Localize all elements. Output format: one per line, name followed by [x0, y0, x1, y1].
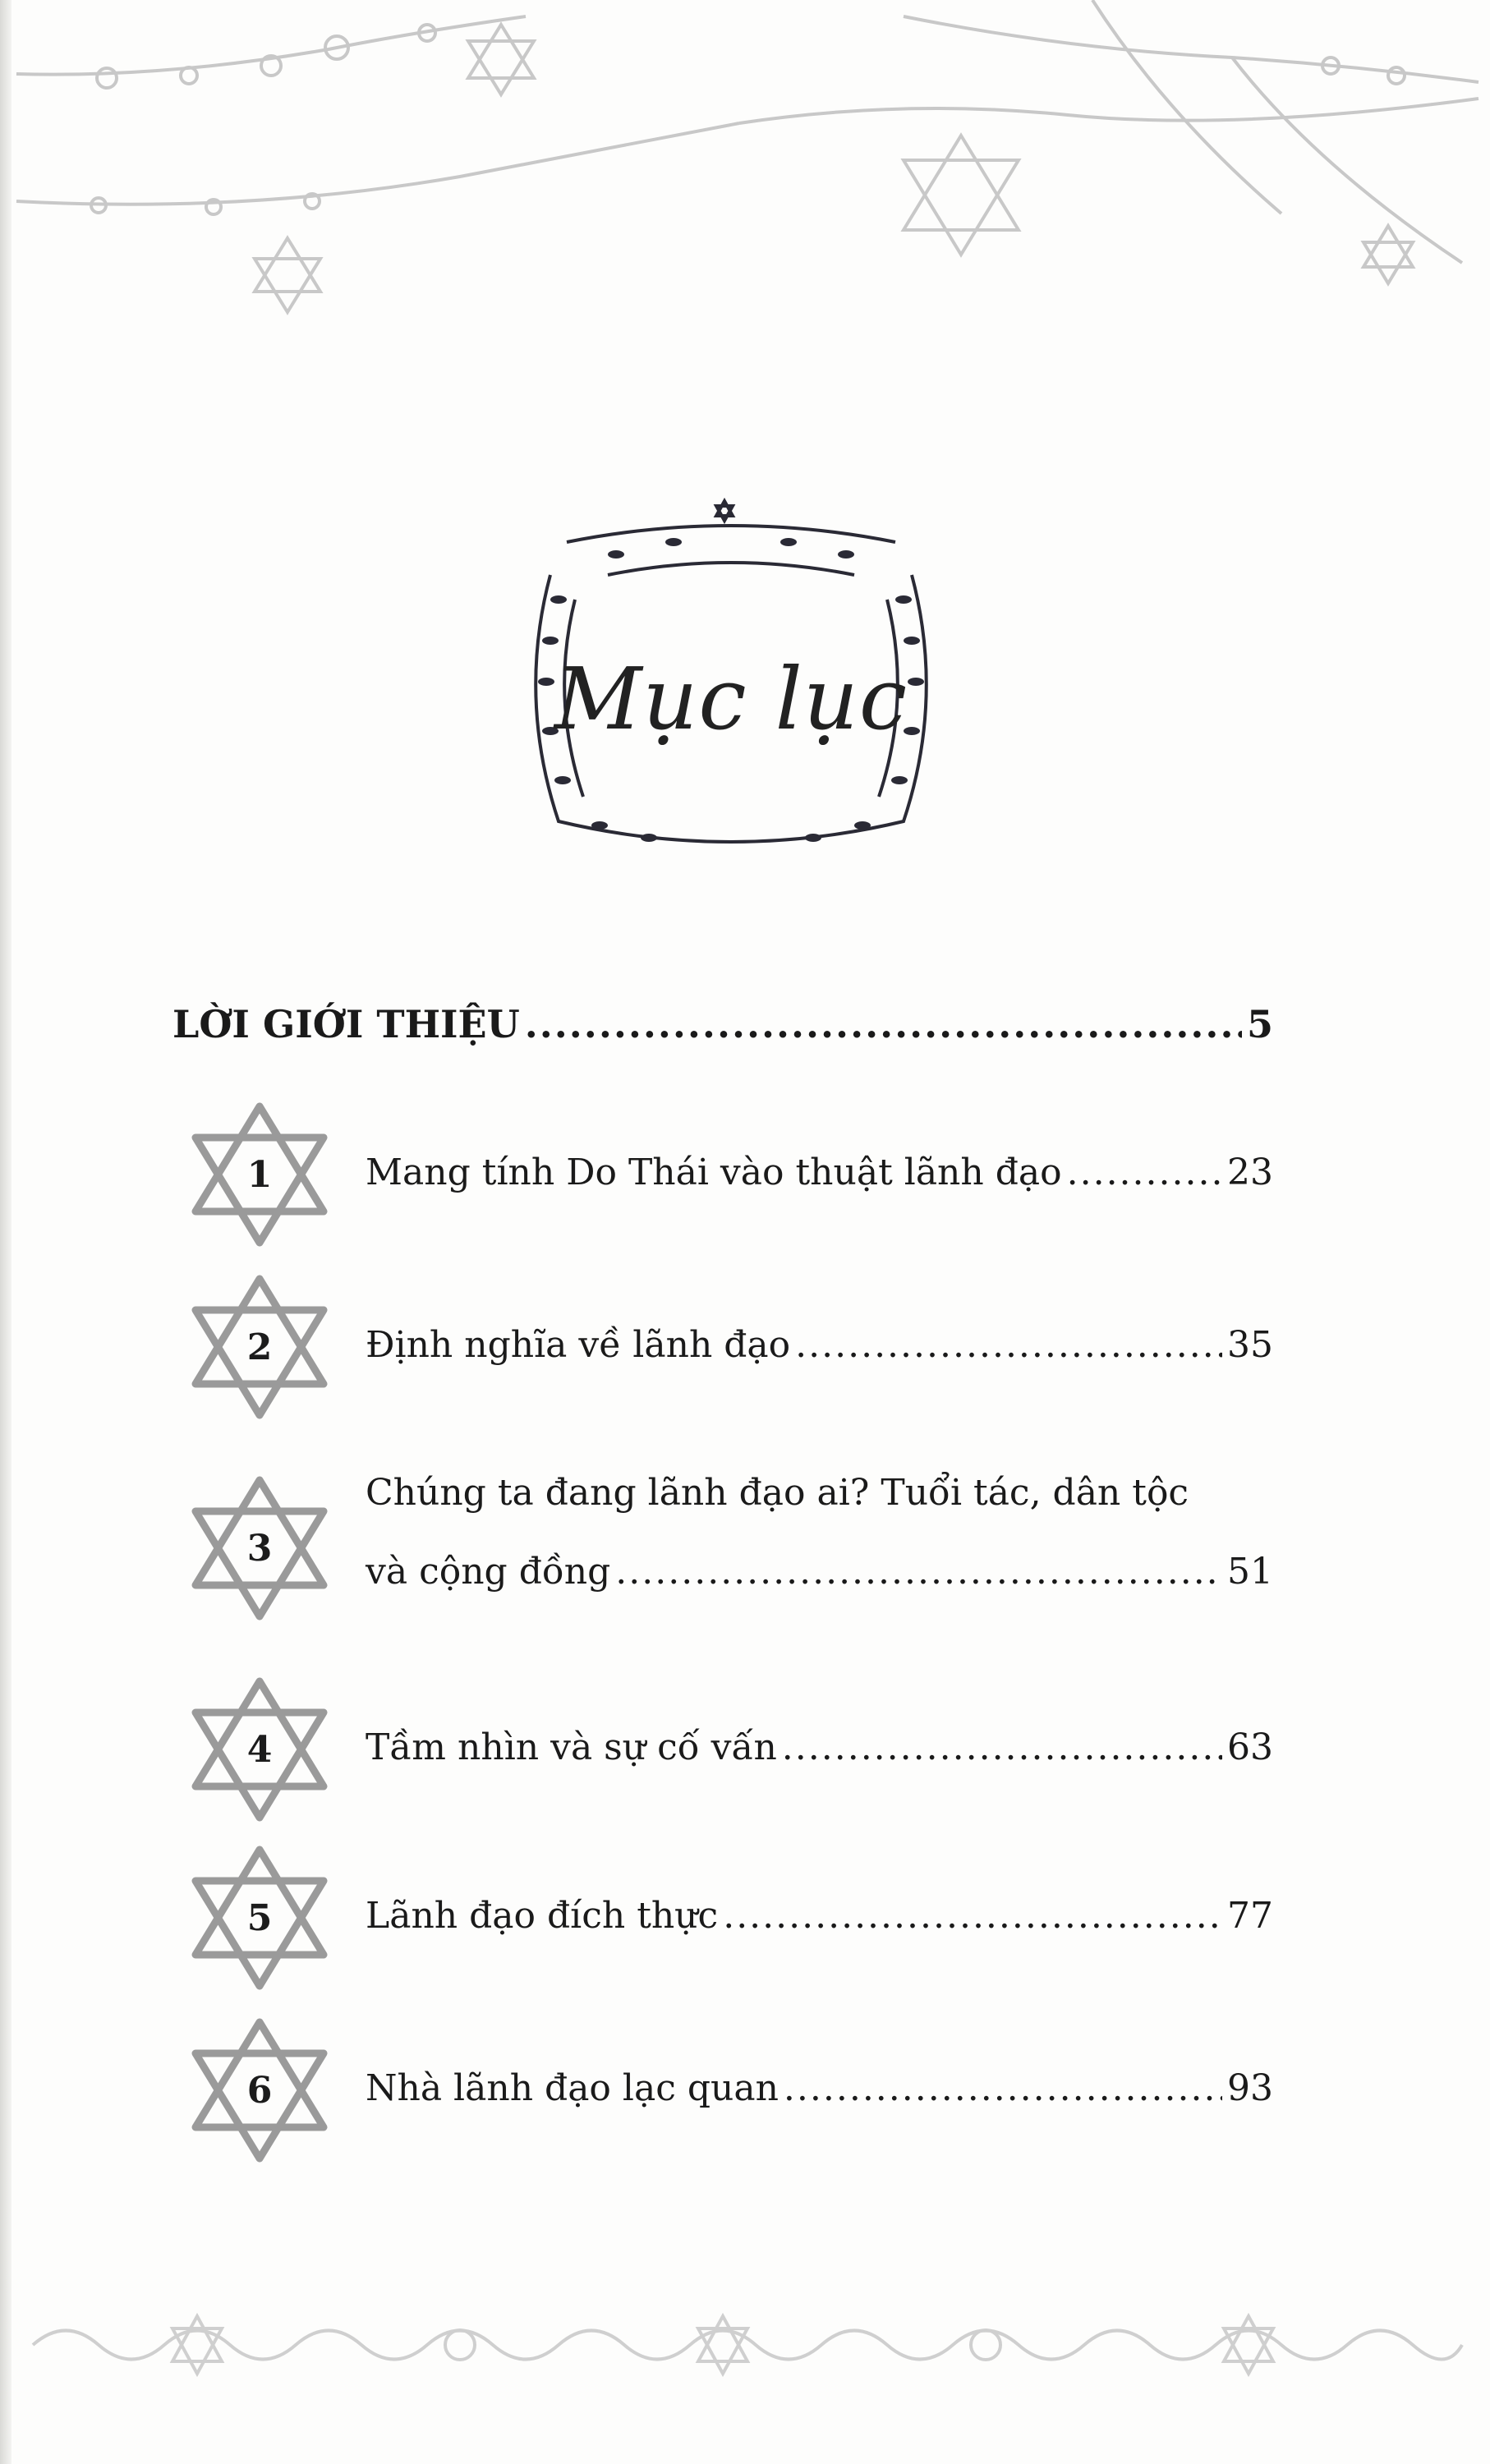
chapter-number: 3	[246, 1527, 273, 1570]
intro-title: LỜI GIỚI THIỆU	[172, 1002, 520, 1046]
chapter-number: 1	[246, 1153, 273, 1196]
toc-intro-entry[interactable]	[172, 1002, 1273, 1068]
bottom-border-ornament	[0, 2283, 1490, 2407]
chapter-page-number: 93	[1227, 2067, 1273, 2109]
chapter-title: Định nghĩa về lãnh đạo	[366, 1324, 791, 1366]
page-title: Mục lục	[554, 649, 908, 749]
toc-chapter-3[interactable]	[172, 1470, 1273, 1634]
dot-leader	[615, 1533, 1222, 1611]
chapter-page-number: 63	[1227, 1726, 1273, 1768]
chapter-entry-text	[366, 1454, 1273, 1611]
chapter-title-line-1: Chúng ta đang lãnh đạo ai? Tuổi tác, dân tộc	[366, 1472, 1189, 1514]
chapter-entry-text	[366, 1306, 1273, 1385]
toc-chapter-5[interactable]	[172, 1840, 1273, 1996]
chapter-number: 6	[246, 2069, 273, 2112]
toc-chapter-4[interactable]	[172, 1671, 1273, 1827]
chapter-number: 2	[246, 1326, 273, 1368]
chapter-entry-text	[366, 1133, 1273, 1212]
toc-chapter-2[interactable]	[172, 1269, 1273, 1425]
chapter-page-number: 77	[1227, 1895, 1273, 1937]
page-edge	[0, 0, 11, 2464]
chapter-number: 4	[246, 1728, 273, 1771]
dot-leader	[784, 2049, 1222, 2128]
dot-leader	[782, 1708, 1222, 1787]
chapter-entry-text	[366, 2049, 1273, 2128]
chapter-title: Lãnh đạo đích thực	[366, 1895, 719, 1937]
toc-chapter-6[interactable]	[172, 2012, 1273, 2168]
dot-leader	[723, 1877, 1222, 1956]
table-of-contents	[172, 1002, 1273, 1068]
chapter-page-number: 35	[1227, 1324, 1273, 1366]
intro-page-number: 5	[1246, 1002, 1273, 1046]
dot-leader	[525, 1002, 1242, 1046]
chapter-entry-text	[366, 1708, 1273, 1787]
toc-chapter-1[interactable]	[172, 1096, 1273, 1253]
chapter-entry-text	[366, 1877, 1273, 1956]
chapter-title-line-2: và cộng đồng	[366, 1551, 611, 1593]
dot-leader	[795, 1306, 1222, 1385]
chapter-page-number: 51	[1227, 1551, 1273, 1593]
top-garland-ornament	[0, 0, 1490, 361]
chapter-title: Mang tính Do Thái vào thuật lãnh đạo	[366, 1152, 1062, 1193]
chapter-page-number: 23	[1227, 1152, 1273, 1193]
dot-leader	[1067, 1133, 1222, 1212]
chapter-title: Tầm nhìn và sự cố vấn	[366, 1726, 777, 1768]
chapter-title: Nhà lãnh đạo lạc quan	[366, 2067, 779, 2109]
chapter-number: 5	[246, 1896, 273, 1939]
